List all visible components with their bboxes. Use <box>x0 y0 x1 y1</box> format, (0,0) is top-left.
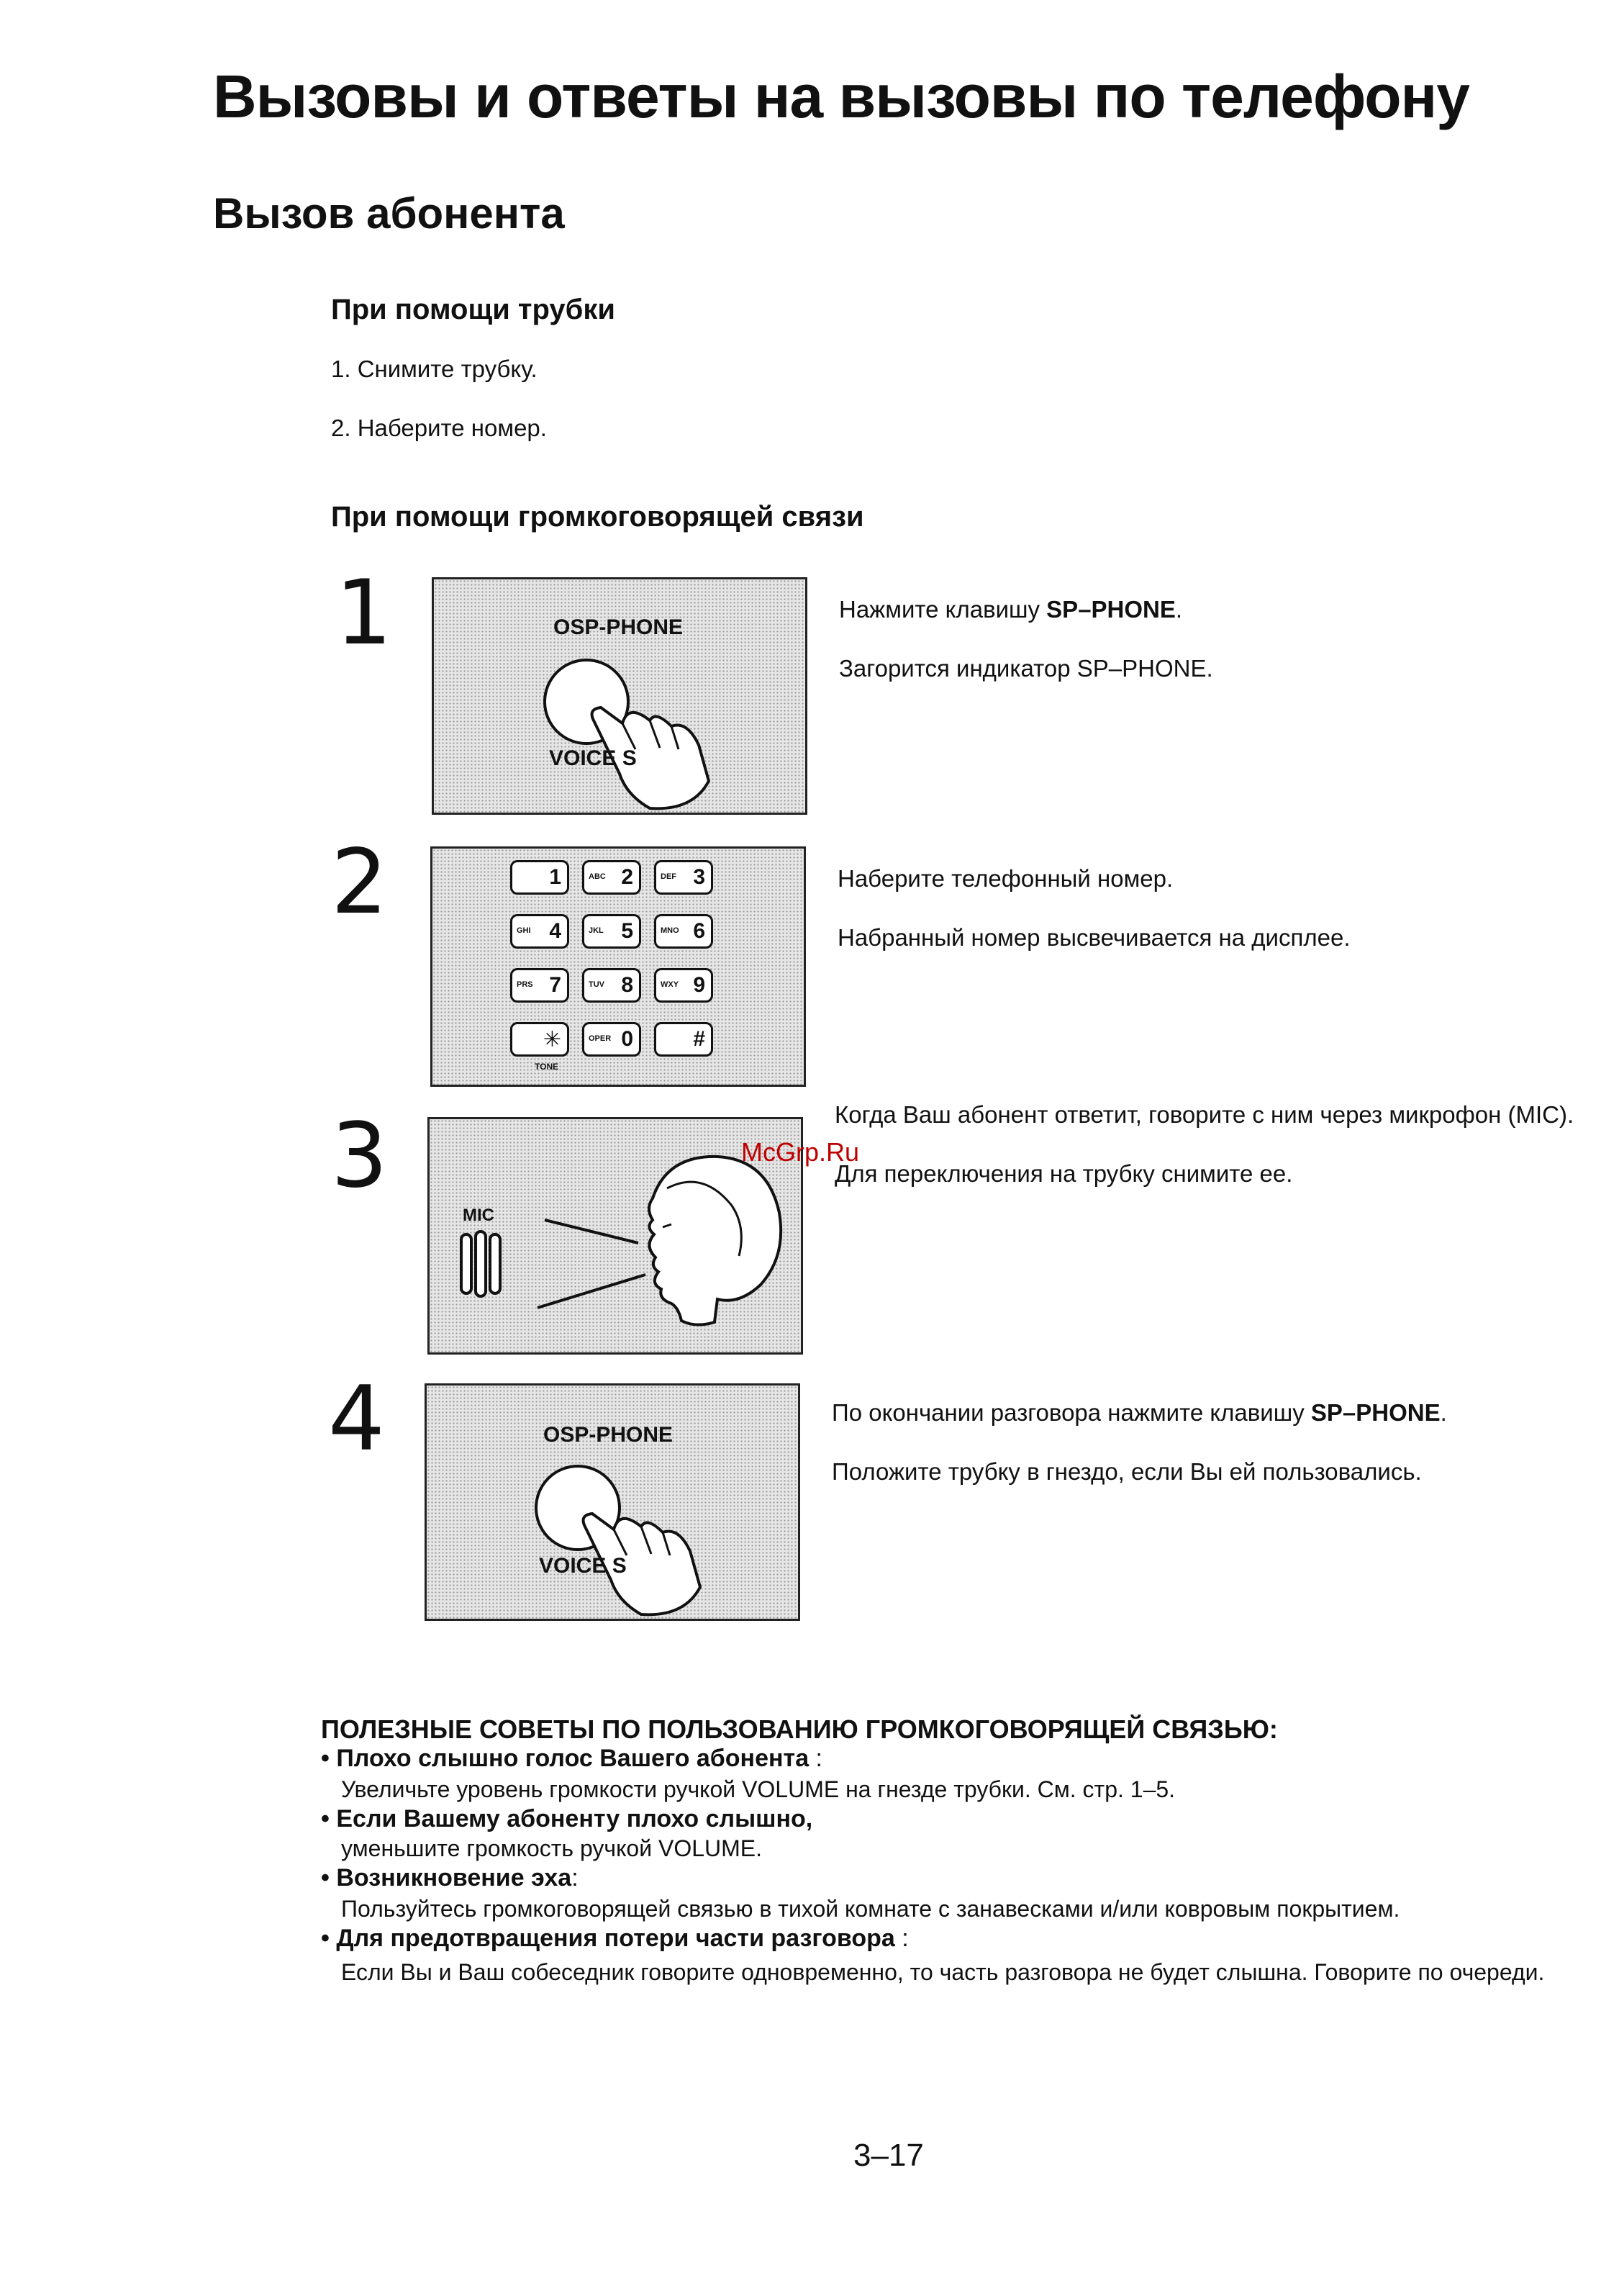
keypad-key <box>654 968 713 1003</box>
tip-3-title: • Возникновение эха: <box>321 1864 579 1892</box>
keypad-key-digit: 1 <box>549 865 561 889</box>
sp-phone-panel-1 <box>432 577 807 815</box>
keypad-key-digit: 0 <box>621 1027 633 1051</box>
keypad-key-letters: WXY <box>661 980 679 989</box>
keypad-key-letters: TUV <box>589 980 604 989</box>
keypad-key <box>582 860 641 895</box>
tip-3-body: Пользуйтесь громкоговорящей связью в тихой комнате с занавесками и/или ковровым покрытием. <box>341 1896 1400 1922</box>
keypad-key <box>654 860 713 895</box>
keypad-key-digit: 9 <box>693 973 705 997</box>
speakerphone-heading: При помощи громкоговорящей связи <box>331 501 864 533</box>
keypad-key-digit: 2 <box>621 865 633 889</box>
tone-label: TONE <box>535 1062 559 1072</box>
sound-lines-icon <box>538 1220 645 1308</box>
tip-2-body: уменьшите громкость ручкой VOLUME. <box>341 1835 763 1861</box>
sp-phone-label-1: OSP-PHONE <box>553 615 684 639</box>
step-number-4: 4 <box>328 1368 385 1471</box>
tip-4-body: Если Вы и Ваш собеседник говорите одновременно, то часть разговора не будет слышна. Говорите по очереди. <box>341 1959 1545 1985</box>
keypad-key <box>582 968 641 1003</box>
sp-phone-panel-2 <box>425 1383 800 1621</box>
keypad-key <box>510 968 569 1003</box>
section-title: Вызов абонента <box>213 189 565 238</box>
step-1-line-1: Нажмите клавишу SP–PHONE. <box>839 596 1183 623</box>
keypad-key-digit: 3 <box>693 865 705 889</box>
step-3-line-1: Когда Ваш абонент ответит, говорите с ним через микрофон (MIC). <box>835 1101 1574 1128</box>
keypad-panel <box>430 846 806 1087</box>
keypad-key-letters: MNO <box>661 926 679 935</box>
step-number-1: 1 <box>335 561 392 665</box>
watermark: McGrp.Ru <box>741 1137 860 1167</box>
sp-phone-button-illustration-1 <box>434 579 805 813</box>
tip-2-title: • Если Вашему абоненту плохо слышно, <box>321 1805 813 1832</box>
keypad-key-digit: 4 <box>549 919 561 943</box>
keypad-key <box>510 860 569 895</box>
step-number-2: 2 <box>331 831 388 934</box>
step-3-line-2: Для переключения на трубку снимите ее. <box>835 1160 1293 1187</box>
handset-heading: При помощи трубки <box>331 294 615 325</box>
step-4-line-1: По окончании разговора нажмите клавишу SP–PHONE. <box>832 1399 1447 1426</box>
keypad-key-letters: JKL <box>589 926 604 935</box>
keypad-key-digit: 5 <box>621 919 633 943</box>
keypad-key <box>510 1022 569 1057</box>
keypad-key <box>654 1022 713 1057</box>
sp-phone-label-2: OSP-PHONE <box>543 1423 674 1447</box>
step-number-3: 3 <box>331 1104 388 1208</box>
keypad-key-digit: ✳ <box>543 1028 561 1052</box>
keypad-key <box>654 914 713 949</box>
handset-step-1: 1. Снимите трубку. <box>331 356 538 382</box>
tip-1-title: • Плохо слышно голос Вашего абонента : <box>321 1745 823 1772</box>
step-2-line-2: Набранный номер высвечивается на дисплее. <box>838 924 1351 951</box>
mic-label: MIC <box>463 1206 494 1225</box>
keypad-key-digit: 8 <box>621 973 633 997</box>
voice-label-2: VOICE S <box>539 1554 627 1578</box>
keypad-key <box>582 914 641 949</box>
keypad-key-digit: # <box>693 1027 705 1051</box>
keypad-key-letters: GHI <box>517 926 531 935</box>
step-1-line-2: Загорится индикатор SP–PHONE. <box>839 655 1213 682</box>
person-head-icon <box>649 1157 781 1325</box>
keypad-key-digit: 6 <box>693 919 705 943</box>
keypad-key <box>582 1022 641 1057</box>
handset-step-2: 2. Наберите номер. <box>331 415 547 441</box>
keypad-key <box>510 914 569 949</box>
page-title: Вызовы и ответы на вызовы по телефону <box>213 63 1469 130</box>
voice-label-1: VOICE S <box>549 746 637 770</box>
keypad-key-letters: PRS <box>517 980 533 989</box>
keypad-key-letters: ABC <box>589 872 606 881</box>
keypad-key-letters: OPER <box>589 1034 612 1043</box>
keypad-key-letters: DEF <box>661 872 676 881</box>
tips-heading: ПОЛЕЗНЫЕ СОВЕТЫ ПО ПОЛЬЗОВАНИЮ ГРОМКОГОВОРЯЩЕЙ СВЯЗЬЮ: <box>321 1714 1278 1744</box>
tip-4-title: • Для предотвращения потери части разговора : <box>321 1925 909 1952</box>
keypad-key-digit: 7 <box>549 973 561 997</box>
keypad <box>510 860 726 1076</box>
step-2-line-1: Наберите телефонный номер. <box>838 865 1174 892</box>
sp-phone-button-illustration-2 <box>427 1386 798 1619</box>
step-4-line-2: Положите трубку в гнездо, если Вы ей пользовались. <box>832 1458 1422 1485</box>
page-number: 3–17 <box>853 2138 924 2173</box>
tip-1-body: Увеличьте уровень громкости ручкой VOLUME на гнезде трубки. См. стр. 1–5. <box>341 1776 1176 1802</box>
